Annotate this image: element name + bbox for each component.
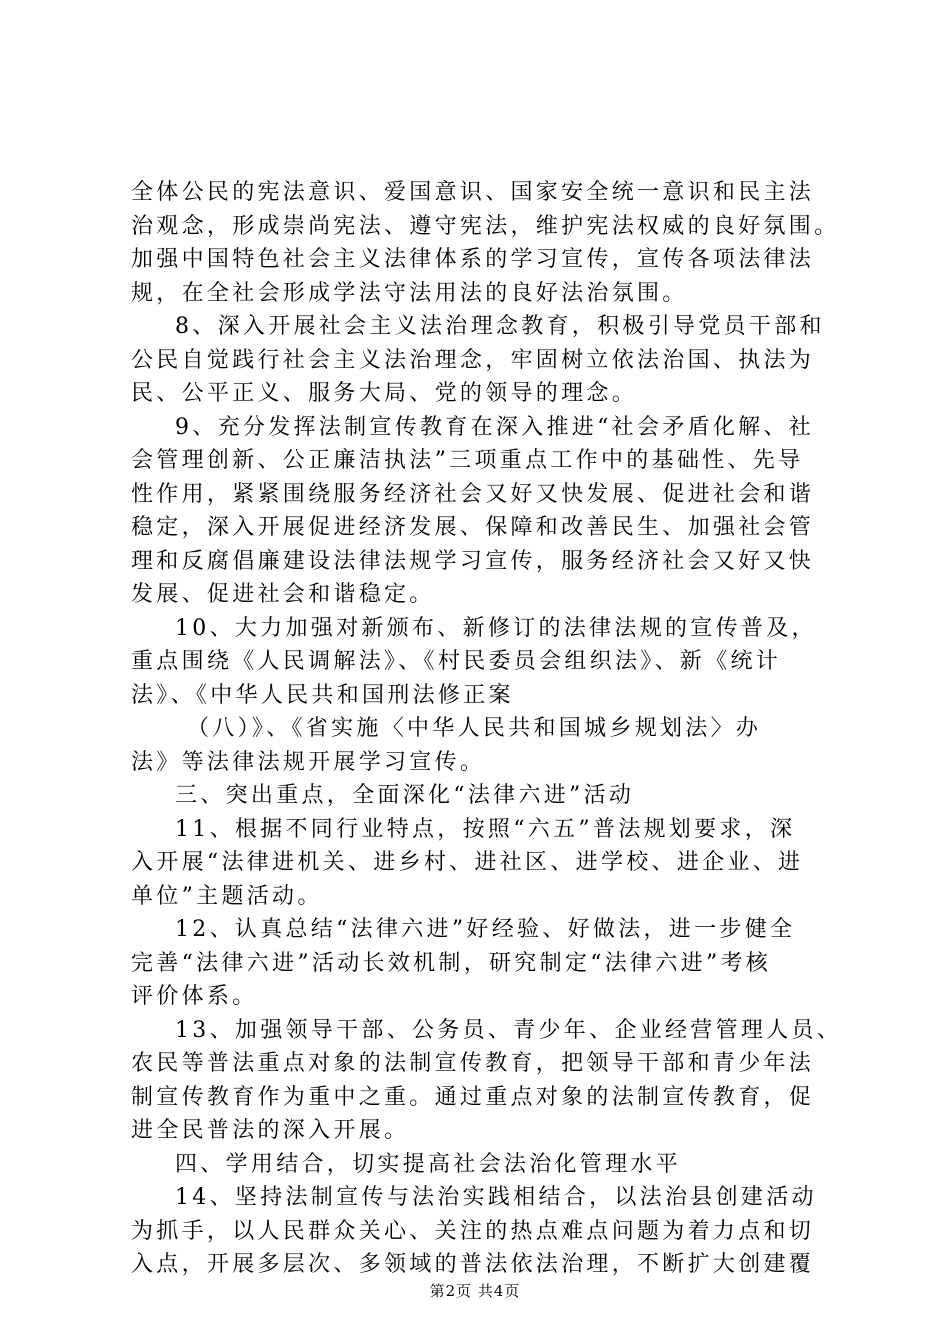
text-line: 稳定，深入开展促进经济发展、保障和改善民生、加强社会管 <box>131 515 815 540</box>
paragraph-start-13: 13、加强领导干部、公务员、青少年、企业经营管理人员、 <box>175 1017 843 1043</box>
text-line: 完善“法律六进”活动长效机制，研究制定“法律六进”考核 <box>131 950 772 976</box>
text-line: 加强中国特色社会主义法律体系的学习宣传，宣传各项法律法 <box>131 247 815 272</box>
text-line: 法》、《中华人民共和国刑法修正案 <box>131 682 514 708</box>
page-number: 第2页 共4页 <box>429 1282 521 1300</box>
text-line: 为抓手，以人民群众关心、关注的热点难点问题为着力点和切 <box>131 1218 815 1244</box>
text-line: 理和反腐倡廉建设法律法规学习宣传，服务经济社会又好又快 <box>131 548 815 574</box>
text-line: 重点围绕《人民调解法》、《村民委员会组织法》、新《统计 <box>131 649 782 674</box>
text-line: 进全民普法的深入开展。 <box>131 1118 410 1143</box>
text-line: 法》等法律法规开展学习宣传。 <box>131 749 486 775</box>
text-line: 入点，开展多层次、多领域的普法依法治理，不断扩大创建覆 <box>131 1252 815 1277</box>
section-heading-4: 四、学用结合，切实提高社会法治化管理水平 <box>175 1151 682 1177</box>
paragraph-start-9: 9、充分发挥法制宣传教育在深入推进“社会矛盾化解、社 <box>175 414 815 440</box>
paragraph-start-8: 8、深入开展社会主义法治理念教育，积极引导党员干部和 <box>175 314 825 339</box>
document-body <box>131 176 843 1282</box>
paragraph-start-10: 10、大力加强对新颁布、新修订的法律法规的宣传普及， <box>175 615 817 641</box>
text-line: 全体公民的宪法意识、爱国意识、国家安全统一意识和民主法 <box>131 180 815 205</box>
text-line: 治观念，形成崇尚宪法、遵守宪法，维护宪法权威的良好氛围。 <box>131 213 840 239</box>
section-heading-3: 三、突出重点，全面深化“法律六进”活动 <box>175 783 635 808</box>
paragraph-start-14: 14、坚持法制宣传与法治实践相结合，以法治县创建活动 <box>175 1185 817 1210</box>
text-line: 规，在全社会形成学法守法用法的良好法治氛围。 <box>131 280 688 306</box>
text-line: 制宣传教育作为重中之重。通过重点对象的法制宣传教育，促 <box>131 1084 815 1110</box>
paragraph-start-11: 11、根据不同行业特点，按照“六五”普法规划要求，深 <box>175 816 796 842</box>
text-line: 发展、促进社会和谐稳定。 <box>131 582 435 607</box>
text-line: 公民自觉践行社会主义法治理念，牢固树立依法治国、执法为 <box>131 347 815 373</box>
paragraph-start-12: 12、认真总结“法律六进”好经验、好做法，进一步健全 <box>175 917 796 942</box>
text-line: 会管理创新、公正廉洁执法”三项重点工作中的基础性、先导 <box>131 448 804 473</box>
text-line: （八）》、《省实施〈中华人民共和国城乡规划法〉办 <box>187 716 762 741</box>
text-line: 性作用，紧紧围绕服务经济社会又好又快发展、促进社会和谐 <box>131 481 815 507</box>
text-line: 民、公平正义、服务大局、党的领导的理念。 <box>131 381 638 406</box>
text-line: 评价体系。 <box>131 984 258 1009</box>
text-line: 农民等普法重点对象的法制宣传教育，把领导干部和青少年法 <box>131 1051 815 1076</box>
text-line: 单位”主题活动。 <box>131 883 323 909</box>
text-line: 入开展“法律进机关、进乡村、进社区、进学校、进企业、进 <box>131 850 804 875</box>
